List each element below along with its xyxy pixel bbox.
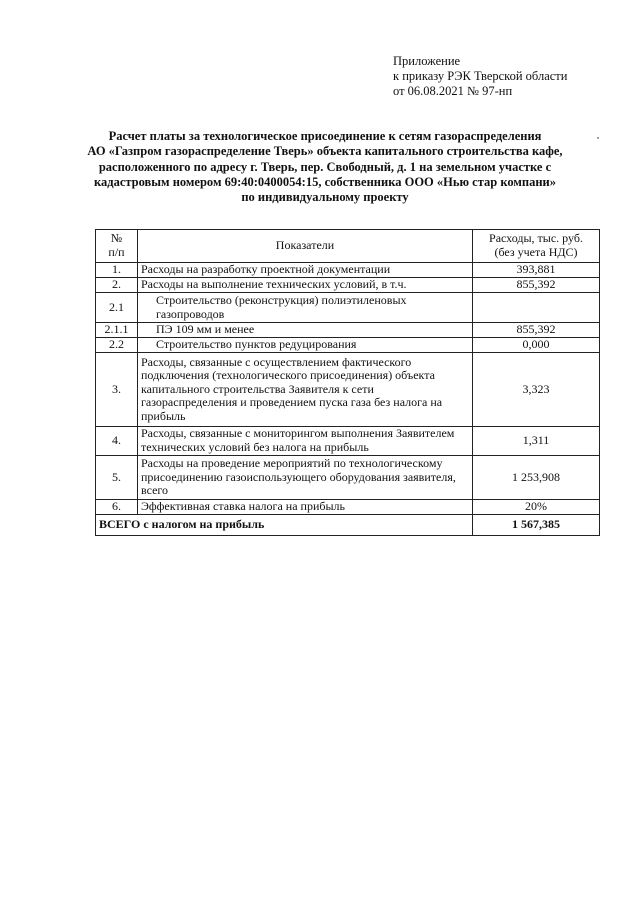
title-line-2: АО «Газпром газораспределение Тверь» объекта капитального строительства кафе, bbox=[87, 144, 563, 159]
row-value: 0,000 bbox=[473, 338, 600, 353]
title-line-1: Расчет платы за технологическое присоединение к сетям газораспределения bbox=[108, 129, 542, 143]
row-value: 3,323 bbox=[473, 353, 600, 427]
header-number-line-1: № bbox=[110, 231, 123, 246]
table-row bbox=[96, 427, 600, 456]
title-line-5: по индивидуальному проекту bbox=[241, 190, 409, 205]
row-number: 2.1.1 bbox=[96, 323, 138, 338]
row-indicator: Расходы на разработку проектной документации bbox=[138, 263, 473, 278]
header-number-line-2: п/п bbox=[108, 245, 125, 259]
row-indicator: Расходы, связанные с мониторингом выполнения Заявителем технических условий без налога на прибыль bbox=[138, 427, 473, 456]
row-number: 3. bbox=[96, 353, 138, 427]
appendix-line-1: Приложение bbox=[393, 54, 461, 68]
table-row bbox=[96, 456, 600, 500]
title-line-3: расположенного по адресу г. Тверь, пер. Свободный, д. 1 на земельном участке с bbox=[98, 159, 552, 174]
header-expenses bbox=[473, 230, 600, 263]
row-indicator: Расходы на выполнение технических условий, в т.ч. bbox=[138, 278, 473, 293]
table-row bbox=[96, 500, 600, 515]
row-value: 393,881 bbox=[473, 263, 600, 278]
row-indicator: Эффективная ставка налога на прибыль bbox=[138, 500, 473, 515]
row-number: 6. bbox=[96, 500, 138, 515]
total-label: ВСЕГО с налогом на прибыль bbox=[96, 515, 473, 536]
appendix-reference bbox=[393, 54, 623, 99]
cost-table bbox=[95, 229, 600, 536]
row-indicator: Расходы, связанные с осуществлением фактического подключения (технологического присоединения) объекта капитального строительства Заявителя к сети газораспределения и проведением пуска газа без налога на прибыль bbox=[138, 353, 473, 427]
row-number: 1. bbox=[96, 263, 138, 278]
row-number: 2.2 bbox=[96, 338, 138, 353]
row-value: 855,392 bbox=[473, 323, 600, 338]
table-row bbox=[96, 338, 600, 353]
row-indicator: ПЭ 109 мм и менее bbox=[138, 323, 473, 338]
header-indicators: Показатели bbox=[138, 230, 473, 263]
row-value: 1 253,908 bbox=[473, 456, 600, 500]
row-indicator: Строительство пунктов редуцирования bbox=[138, 338, 473, 353]
table-row bbox=[96, 353, 600, 427]
table-row bbox=[96, 263, 600, 278]
table-header-row bbox=[96, 230, 600, 263]
row-value: 855,392 bbox=[473, 278, 600, 293]
row-value bbox=[473, 293, 600, 323]
header-expenses-line-1: Расходы, тыс. руб. bbox=[489, 231, 583, 246]
row-value: 1,311 bbox=[473, 427, 600, 456]
row-number: 2. bbox=[96, 278, 138, 293]
table-row bbox=[96, 278, 600, 293]
row-indicator: Строительство (реконструкция) полиэтиленовых газопроводов bbox=[138, 293, 473, 323]
header-expenses-line-2: (без учета НДС) bbox=[494, 245, 578, 259]
title-line-4: кадастровым номером 69:40:0400054:15, собственника ООО «Нью стар компани» bbox=[93, 174, 556, 189]
total-value: 1 567,385 bbox=[473, 515, 600, 536]
appendix-line-2: к приказу РЭК Тверской области bbox=[393, 69, 568, 83]
header-number bbox=[96, 230, 138, 263]
document-title bbox=[40, 129, 610, 205]
row-number: 4. bbox=[96, 427, 138, 456]
table-row bbox=[96, 293, 600, 323]
row-number: 2.1 bbox=[96, 293, 138, 323]
row-value: 20% bbox=[473, 500, 600, 515]
row-indicator: Расходы на проведение мероприятий по технологическому присоединению газоиспользующего оборудования заявителя, всего bbox=[138, 456, 473, 500]
table-row bbox=[96, 323, 600, 338]
table-total-row bbox=[96, 515, 600, 536]
row-number: 5. bbox=[96, 456, 138, 500]
appendix-line-3: от 06.08.2021 № 97-нп bbox=[393, 84, 513, 98]
